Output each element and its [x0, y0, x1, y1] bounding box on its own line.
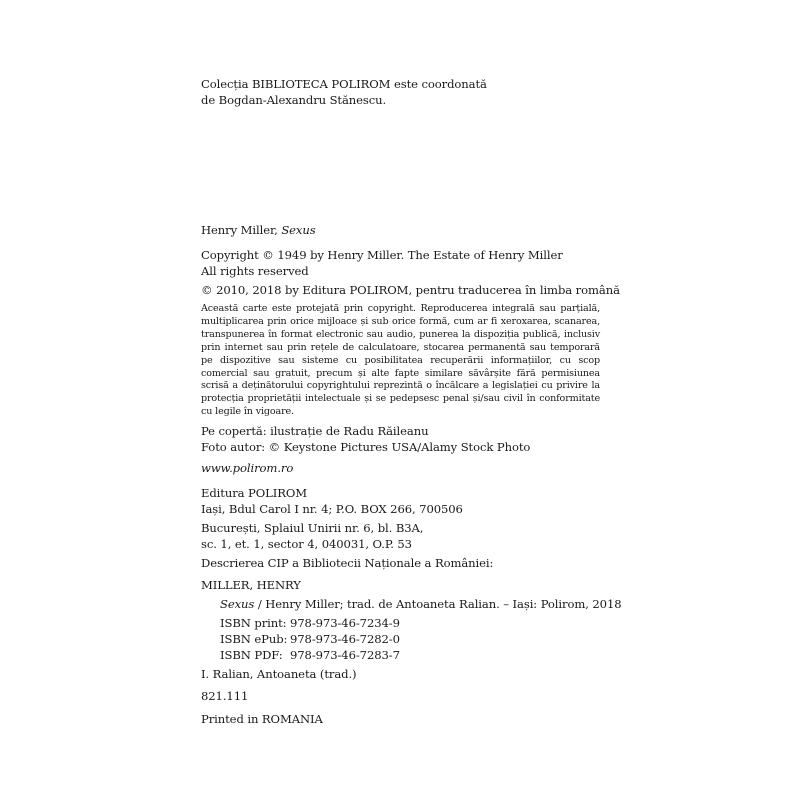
collection-note-line-1: Colecția BIBLIOTECA POLIROM este coordonată — [201, 77, 487, 91]
credits — [201, 423, 530, 455]
copyright-block — [201, 247, 563, 279]
cip-translator: I. Ralian, Antoaneta (trad.) — [201, 667, 357, 681]
address-bucuresti: București, Splaiul Unirii nr. 6, bl. B3A, — [201, 521, 424, 535]
isbn-row — [220, 615, 400, 631]
address-bucuresti-2: sc. 1, et. 1, sector 4, 040031, O.P. 53 — [201, 537, 412, 551]
isbn-label: ISBN print: — [220, 616, 287, 630]
title-line — [201, 222, 316, 238]
collection-note-line-2: de Bogdan-Alexandru Stănescu. — [201, 93, 387, 107]
legal-notice: Această carte este protejată prin copyright. Reproducerea integrală sau parțială, multiplicarea prin orice mijloace și sub orice formă, cum ar fi xeroxarea, scanarea, transpunerea în format electronic sau audio, punerea la dispoziția publică, inclusiv prin internet sau prin rețele de calculatoare, stocarea permanentă sau temporară pe dispozitive sau sisteme cu posibilitatea recuperării informațiilor, cu scop comercial sau gratuit, precum și alte fapte similare săvârșite fără permisiunea scrisă a deținătorului copyrightului reprezintă o încălcare a legislației cu privire la protecția proprietății intelectuale și se pedepsesc penal și/sau civil în conformitate cu legile în vigoare. — [201, 303, 600, 418]
cip-title: Sexus — [220, 597, 255, 611]
isbn-list — [220, 615, 400, 663]
isbn-row — [220, 631, 400, 647]
collection-note — [201, 76, 487, 108]
publisher-name: Editura POLIROM — [201, 486, 308, 500]
photo-credit: Foto autor: © Keystone Pictures USA/Alamy Stock Photo — [201, 440, 531, 454]
isbn-value: 978-973-46-7282-0 — [290, 632, 400, 646]
website-link[interactable]: www.polirom.ro — [201, 461, 294, 475]
isbn-value: 978-973-46-7283-7 — [290, 648, 400, 662]
publisher-address — [201, 501, 463, 552]
cip-title-rest: / Henry Miller; trad. de Antoaneta Ralian. – Iași: Polirom, 2018 — [254, 597, 622, 611]
polirom-copyright: © 2010, 2018 by Editura POLIROM, pentru traducerea în limba română — [201, 283, 620, 297]
copyright-line-1: Copyright © 1949 by Henry Miller. The Estate of Henry Miller — [201, 248, 563, 262]
author-name: Henry Miller, — [201, 223, 282, 237]
cip-classification: 821.111 — [201, 689, 249, 703]
address-iasi: Iași, Bdul Carol I nr. 4; P.O. BOX 266, 700506 — [201, 502, 463, 516]
cip-author: MILLER, HENRY — [201, 578, 301, 592]
cip-title-line — [220, 596, 622, 612]
book-title: Sexus — [281, 223, 316, 237]
printed-in: Printed in ROMANIA — [201, 712, 323, 726]
cover-credit: Pe copertă: ilustrație de Radu Răileanu — [201, 424, 429, 438]
cip-heading: Descrierea CIP a Bibliotecii Naționale a României: — [201, 556, 494, 570]
isbn-label: ISBN ePub: — [220, 632, 288, 646]
copyright-line-2: All rights reserved — [201, 264, 309, 278]
isbn-value: 978-973-46-7234-9 — [290, 616, 400, 630]
isbn-row — [220, 647, 400, 663]
isbn-label: ISBN PDF: — [220, 648, 283, 662]
